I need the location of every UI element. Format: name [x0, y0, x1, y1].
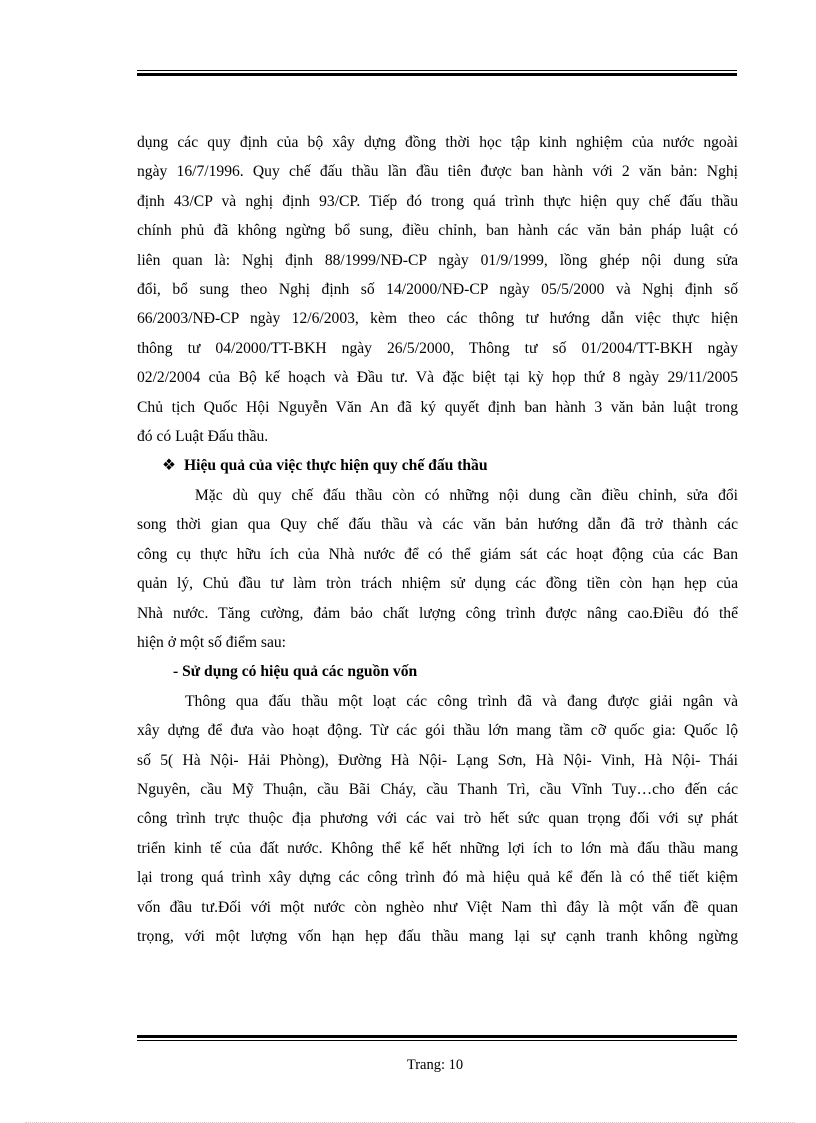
text-line: công trình trực thuộc địa phương với các vai trò hết sức quan trọng đối với sự phát: [137, 810, 738, 828]
text-line: trọng, với một lượng vốn hạn hẹp đấu thầu mang lại sự cạnh tranh không ngừng: [137, 927, 738, 945]
section-heading: [137, 451, 738, 480]
text-line: vốn đầu tư.Đối với một nước còn nghèo như Việt Nam thì đây là một vấn đề quan: [137, 898, 738, 916]
paragraph-capital: [137, 687, 738, 952]
paragraph-effectiveness: [137, 481, 738, 657]
text-line: hiện ở một số điểm sau:: [137, 633, 287, 651]
text-line: lại trong quá trình xây dựng các công trình đó mà hiệu quả kể đến là có thể tiết kiệm: [137, 869, 738, 887]
text-line: xây dựng để đưa vào hoạt động. Từ các gói thầu lớn mang tầm cỡ quốc gia: Quốc lộ: [137, 722, 738, 740]
text-line: thông tư 04/2000/TT-BKH ngày 26/5/2000, Thông tư số 01/2004/TT-BKH ngày: [137, 339, 738, 357]
text-line: định 43/CP và nghị định 93/CP. Tiếp đó trong quá trình thực hiện quy chế đấu thầu: [137, 192, 738, 210]
text-line: Nguyên, cầu Mỹ Thuận, cầu Bãi Cháy, cầu Thanh Trì, cầu Vĩnh Tuy…cho đến các: [137, 780, 738, 798]
text-line: ngày 16/7/1996. Quy chế đấu thầu lần đầu tiên được ban hành với 2 văn bản: Nghị: [137, 163, 738, 181]
text-line: đó có Luật Đấu thầu.: [137, 428, 269, 446]
page-footer: [0, 1057, 816, 1074]
text-line: đổi, bổ sung theo Nghị định số 14/2000/NĐ-CP ngày 05/5/2000 và Nghị định số: [137, 281, 738, 299]
text-line: Nhà nước. Tăng cường, đảm bảo chất lượng công trình được nâng cao.Điều đó thể: [137, 604, 738, 622]
section-heading-text: Hiệu quả của việc thực hiện quy chế đấu thầu: [184, 457, 488, 475]
text-line: Mặc dù quy chế đấu thầu còn có những nội dung cần điều chỉnh, sửa đổi: [185, 486, 738, 504]
text-line: song thời gian qua Quy chế đấu thầu và các văn bản hướng dẫn đã trở thành các: [137, 516, 738, 534]
text-line: triển kinh tế của đất nước. Không thể kể hết những lợi ích to lớn mà đấu thầu mang: [137, 839, 738, 857]
footer-label: Trang:: [406, 1057, 445, 1073]
text-line: dụng các quy định của bộ xây dựng đồng thời học tập kinh nghiệm của nước ngoài: [137, 134, 738, 151]
text-line: 66/2003/NĐ-CP ngày 12/6/2003, kèm theo các thông tư hướng dẫn việc thực hiện: [137, 310, 738, 328]
header-rule: [137, 70, 737, 76]
paragraph-history: [137, 128, 738, 451]
subsection-heading: - Sử dụng có hiệu quả các nguồn vốn: [173, 663, 418, 681]
text-line: 02/2/2004 của Bộ kế hoạch và Đầu tư. Và đặc biệt tại kỳ họp thứ 8 ngày 29/11/2005: [137, 369, 738, 387]
text-line: chính phủ đã không ngừng bổ sung, điều chỉnh, ban hành các văn bản pháp luật có: [137, 222, 738, 240]
diamond-bullet-icon: ❖: [162, 457, 176, 475]
text-line: Chủ tịch Quốc Hội Nguyễn Văn An đã ký quyết định ban hành 3 văn bản luật trong: [137, 398, 738, 416]
page-number: 10: [448, 1057, 464, 1073]
text-line: quản lý, Chủ đầu tư làm tròn trách nhiệm sử dụng các đồng tiền còn hạn hẹp của: [137, 575, 738, 593]
text-line: liên quan là: Nghị định 88/1999/NĐ-CP ngày 01/9/1999, lồng ghép nội dung sửa: [137, 251, 738, 269]
page-body: [137, 128, 738, 951]
text-line: Thông qua đấu thầu một loạt các công trình đã và đang được giải ngân và: [185, 692, 738, 710]
footer-rule: [137, 1035, 737, 1041]
text-line: số 5( Hà Nội- Hải Phòng), Đường Hà Nội- Lạng Sơn, Hà Nội- Vinh, Hà Nội- Thái: [137, 751, 738, 769]
text-line: công cụ thực hữu ích của Nhà nước để có thể giám sát các hoạt động của các Ban: [137, 545, 738, 563]
